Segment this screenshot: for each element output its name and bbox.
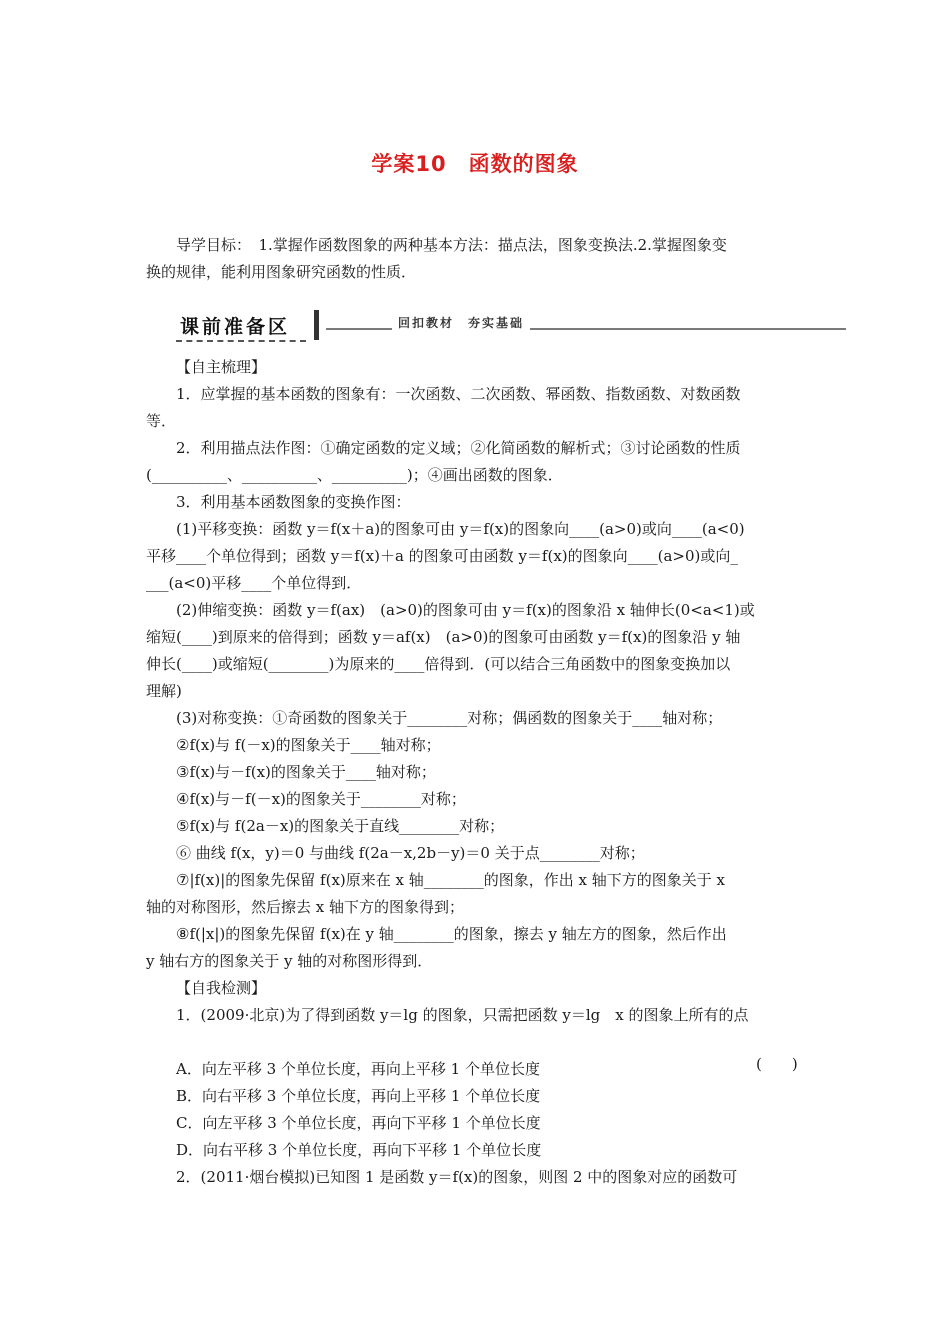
review-line: ___(a<0)平移____个单位得到．	[146, 574, 362, 592]
test-line: A．向左平移 3 个单位长度，再向上平移 1 个单位长度	[176, 1060, 540, 1078]
review-line: 伸长(____)或缩短(________)为原来的____倍得到．(可以结合三角函数中的图象变换加以	[146, 655, 731, 673]
review-line: 2．利用描点法作图：①确定函数的定义域；②化简函数的解析式；③讨论函数的性质	[176, 439, 741, 457]
self-review-section	[146, 354, 806, 1191]
review-line: 轴的对称图形，然后擦去 x 轴下方的图象得到；	[146, 898, 464, 916]
learning-goals	[146, 232, 806, 286]
review-line: ⑧f(|x|)的图象先保留 f(x)在 y 轴________的图象，擦去 y 轴左方的图象，然后作出	[176, 925, 727, 943]
banner-dash-underline	[176, 340, 306, 342]
test-line	[146, 1029, 806, 1056]
review-line: 等．	[146, 412, 177, 430]
test-line: D．向右平移 3 个单位长度，再向下平移 1 个单位长度	[176, 1141, 542, 1159]
self-review-lines	[146, 381, 806, 975]
review-line: 3．利用基本函数图象的变换作图：	[176, 493, 411, 511]
review-line: ⑥ 曲线 f(x，y)＝0 与曲线 f(2a－x,2b－y)＝0 关于点________对称；	[176, 844, 645, 862]
review-line: ⑤f(x)与 f(2a－x)的图象关于直线________对称；	[176, 817, 505, 835]
banner-subtitle: 回扣教材 夯实基础	[392, 314, 530, 331]
review-line: y 轴右方的图象关于 y 轴的对称图形得到．	[146, 952, 433, 970]
review-line: ③f(x)与－f(x)的图象关于____轴对称；	[176, 763, 436, 781]
section-heading-self-test: 【自我检测】	[176, 979, 267, 997]
review-line: (__________、__________、__________)；④画出函数的图象．	[146, 466, 563, 484]
review-line: 1．应掌握的基本函数的图象有：一次函数、二次函数、幂函数、指数函数、对数函数	[176, 385, 741, 403]
review-line: 缩短(____)到原来的倍得到；函数 y＝af(x) (a>0)的图象可由函数 y＝f(x)的图象沿 y 轴	[146, 628, 741, 646]
banner-divider-bar	[314, 310, 319, 340]
review-line: ④f(x)与－f(－x)的图象关于________对称；	[176, 790, 466, 808]
test-line: 1．(2009·北京)为了得到函数 y＝lg 的图象，只需把函数 y＝lg x 的图象上所有的点	[176, 1006, 749, 1024]
banner-title: 课前准备区	[180, 316, 291, 338]
page-title: 学案10 函数的图象	[371, 152, 579, 176]
test-line: 2．(2011·烟台模拟)已知图 1 是函数 y＝f(x)的图象，则图 2 中的图象对应的函数可	[176, 1168, 738, 1186]
section-heading-self-review: 【自主梳理】	[176, 358, 267, 376]
review-line: 平移____个单位得到；函数 y＝f(x)＋a 的图象可由函数 y＝f(x)的图象向____(a>0)或向_	[146, 547, 738, 565]
test-line: B．向右平移 3 个单位长度，再向上平移 1 个单位长度	[176, 1087, 541, 1105]
section-banner	[176, 306, 848, 346]
review-line: ⑦|f(x)|的图象先保留 f(x)原来在 x 轴________的图象，作出 x 轴下方的图象关于 x	[176, 871, 725, 889]
goals-line-2: 换的规律，能利用图象研究函数的性质．	[146, 263, 417, 281]
review-line: 理解)	[146, 682, 182, 700]
self-test-lines	[146, 1002, 806, 1191]
test-line: C．向左平移 3 个单位长度，再向下平移 1 个单位长度	[176, 1114, 541, 1132]
review-line: (2)伸缩变换：函数 y＝f(ax) (a>0)的图象可由 y＝f(x)的图象沿 x 轴伸长(0<a<1)或	[176, 601, 755, 619]
review-line: ②f(x)与 f(－x)的图象关于____轴对称；	[176, 736, 441, 754]
review-line: (1)平移变换：函数 y＝f(x＋a)的图象可由 y＝f(x)的图象向____(a>0)或向____(a<0)	[176, 520, 745, 538]
goals-line-1: 导学目标： 1.掌握作函数图象的两种基本方法：描点法，图象变换法.2.掌握图象变	[176, 236, 727, 254]
answer-paren: ( )	[756, 1055, 798, 1073]
review-line: (3)对称变换：①奇函数的图象关于________对称；偶函数的图象关于____轴对称；	[176, 709, 723, 727]
